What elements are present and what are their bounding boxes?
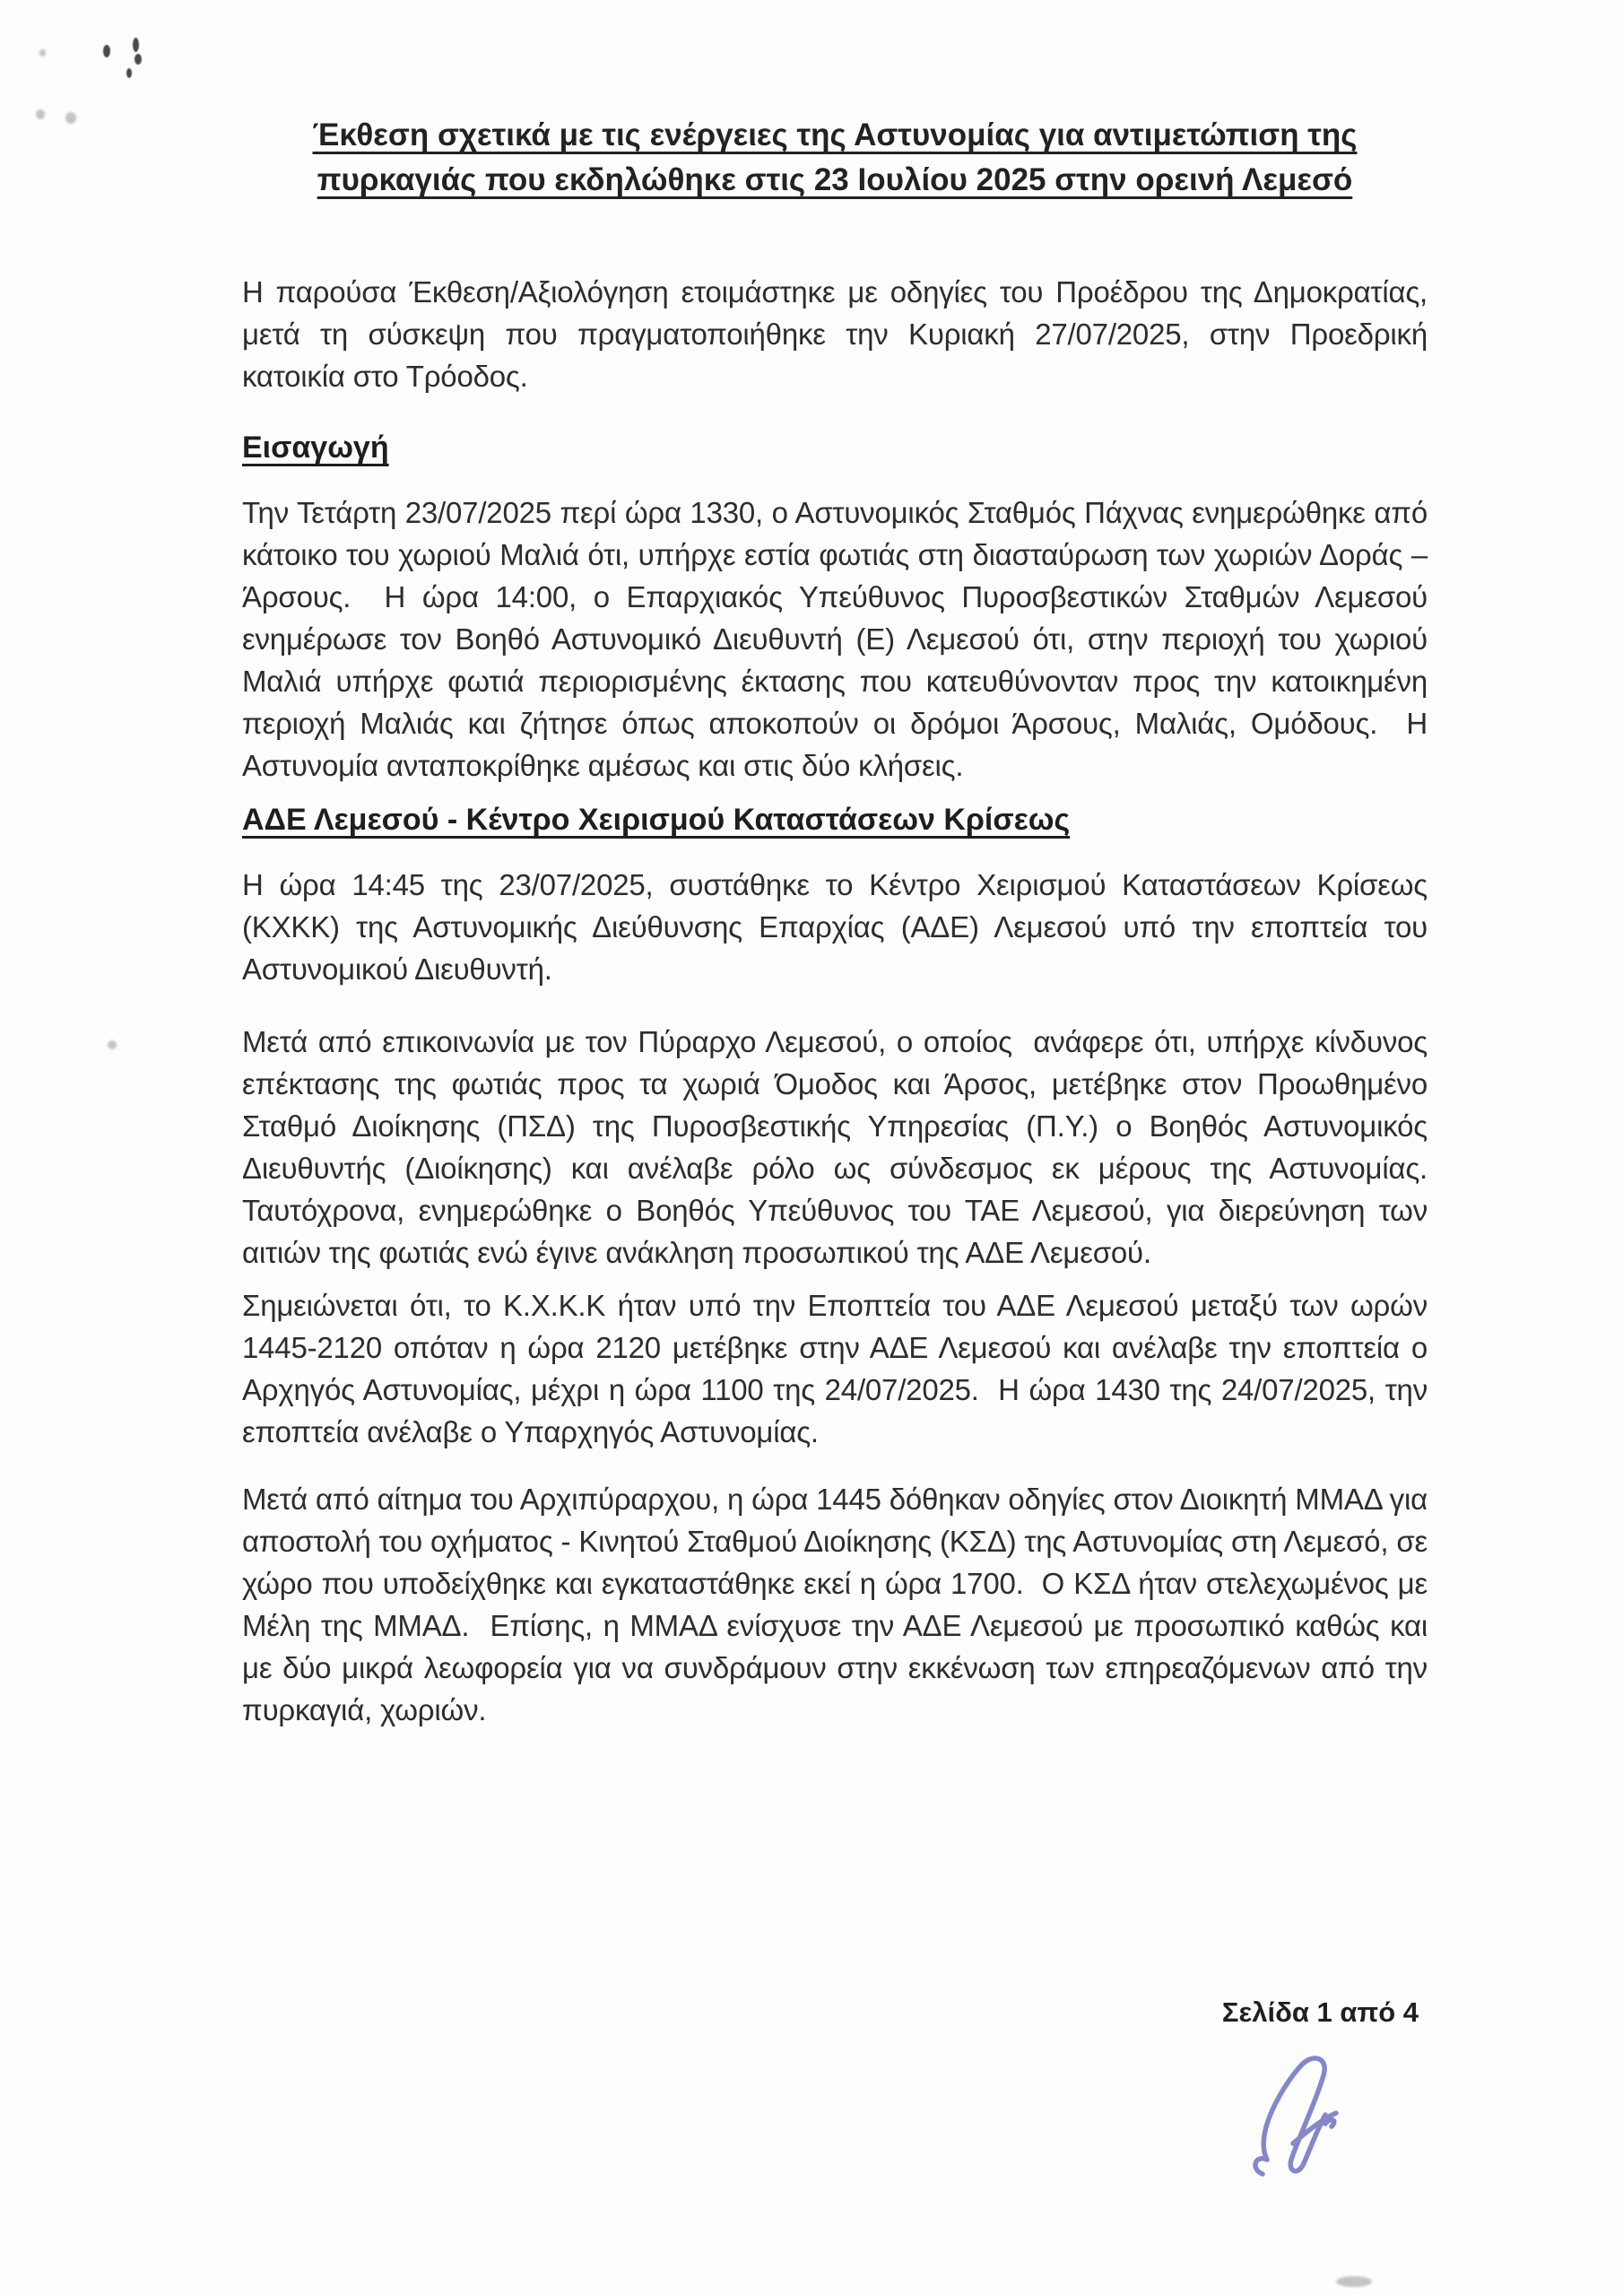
signature-scribble xyxy=(1243,2050,1343,2187)
scan-speck xyxy=(1336,2276,1372,2287)
scan-speck xyxy=(133,38,139,52)
section-1-paragraph-1: Την Τετάρτη 23/07/2025 περί ώρα 1330, ο Αστυνομικός Σταθμός Πάχνας ενημερώθηκε από κάτοικο του χωριού Μαλιά ότι, υπήρχε εστία φωτιάς στη διασταύρωση των χωριών Δοράς – Άρσους. Η ώρα 14:00, ο Επαρχιακός Υπεύθυνος Πυροσβεστικών Σταθμών Λεμεσού ενημέρωσε τον Βοηθό Αστυνομικό Διευθυντή (Ε) Λεμεσού ότι, στην περιοχή του χωριού Μαλιά υπήρχε φωτιά περιορισμένης έκτασης που κατευθύνονταν προς την κατοικημένη περιοχή Μαλιάς και ζήτησε όπως αποκοπούν οι δρόμοι Άρσους, Μαλιάς, Ομόδους. Η Αστυνομία ανταποκρίθηκε αμέσως και στις δύο κλήσεις. xyxy=(242,496,1436,782)
section-2-paragraph-1: Η ώρα 14:45 της 23/07/2025, συστάθηκε το Κέντρο Χειρισμού Καταστάσεων Κρίσεως (ΚΧΚΚ) της Αστυνομικής Διεύθυνσης Επαρχίας (ΑΔΕ) Λεμεσού υπό την εποπτεία του Αστυνομικού Διευθυντή. xyxy=(242,868,1436,986)
section-heading-introduction: Εισαγωγή xyxy=(242,430,389,465)
section-heading-ade-limassol: ΑΔΕ Λεμεσού - Κέντρο Χειρισμού Καταστάσεων Κρίσεως xyxy=(242,803,1071,837)
scan-speck xyxy=(108,1040,117,1049)
section-2-paragraph-2: Μετά από επικοινωνία με τον Πύραρχο Λεμεσού, ο οποίος ανάφερε ότι, υπήρχε κίνδυνος επέκτασης της φωτιάς προς τα χωριά Όμοδος και Άρσος, μετέβηκε στον Προωθημένο Σταθμό Διοίκησης (ΠΣΔ) της Πυροσβεστικής Υπηρεσίας (Π.Υ.) ο Βοηθός Αστυνομικός Διευθυντής (Διοίκησης) και ανέλαβε ρόλο ως σύνδεσμος εκ μέρους της Αστυνομίας. Ταυτόχρονα, ενημερώθηκε ο Βοηθός Υπεύθυνος του ΤΑΕ Λεμεσού, για διερεύνηση των αιτιών της φωτιάς ενώ έγινε ανάκληση προσωπικού της ΑΔΕ Λεμεσού. xyxy=(242,1025,1444,1269)
scan-speck xyxy=(65,112,76,124)
section-2-paragraph-4: Μετά από αίτημα του Αρχιπύραρχου, η ώρα 1445 δόθηκαν οδηγίες στον Διοικητή ΜΜΑΔ για αποστολή του οχήματος - Κινητού Σταθμού Διοίκησης (ΚΣΔ) της Αστυνομίας στη Λεμεσό, σε χώρο που υποδείχθηκε και εγκαταστάθηκε εκεί η ώρα 1700. Ο ΚΣΔ ήταν στελεχωμένος με Μέλη της ΜΜΑΔ. Επίσης, η ΜΜΑΔ ενίσχυσε την ΑΔΕ Λεμεσού με προσωπικό καθώς και με δύο μικρά λεωφορεία για να συνδράμουν στην εκκένωση των επηρεαζόμενων από την πυρκαγιά, χωριών. xyxy=(242,1483,1436,1726)
signature-main-loop xyxy=(1255,2058,1325,2174)
scan-speck xyxy=(39,49,46,57)
document-title xyxy=(242,113,1428,203)
scan-speck xyxy=(135,54,142,65)
document-title-line-1: Έκθεση σχετικά με τις ενέργειες της Αστυνομίας για αντιμετώπιση της xyxy=(312,117,1358,152)
intro-paragraph: Η παρούσα Έκθεση/Αξιολόγηση ετοιμάστηκε με οδηγίες του Προέδρου της Δημοκρατίας, μετά τη σύσκεψη που πραγματοποιήθηκε την Κυριακή 27/07/2025, στην Προεδρική κατοικία στο Τρόοδος. xyxy=(242,275,1436,393)
scan-speck xyxy=(103,45,110,57)
section-2-paragraph-3: Σημειώνεται ότι, το Κ.Χ.Κ.Κ ήταν υπό την Εποπτεία του ΑΔΕ Λεμεσού μεταξύ των ωρών 1445-2120 οπόταν η ώρα 2120 μετέβηκε στην ΑΔΕ Λεμεσού και ανέλαβε την εποπτεία ο Αρχηγός Αστυνομίας, μέχρι η ώρα 1100 της 24/07/2025. Η ώρα 1430 της 24/07/2025, την εποπτεία ανέλαβε ο Υπαρχηγός Αστυνομίας. xyxy=(242,1289,1436,1448)
scan-speck xyxy=(126,68,132,78)
page-number-label: Σελίδα 1 από 4 xyxy=(1221,1996,1419,2028)
scan-speck xyxy=(36,109,45,119)
document-title-line-2: πυρκαγιάς που εκδηλώθηκε στις 23 Ιουλίου 2025 στην ορεινή Λεμεσό xyxy=(317,162,1353,197)
signature-stroke-group xyxy=(1255,2058,1336,2174)
signature-fork-stroke xyxy=(1325,2120,1334,2126)
